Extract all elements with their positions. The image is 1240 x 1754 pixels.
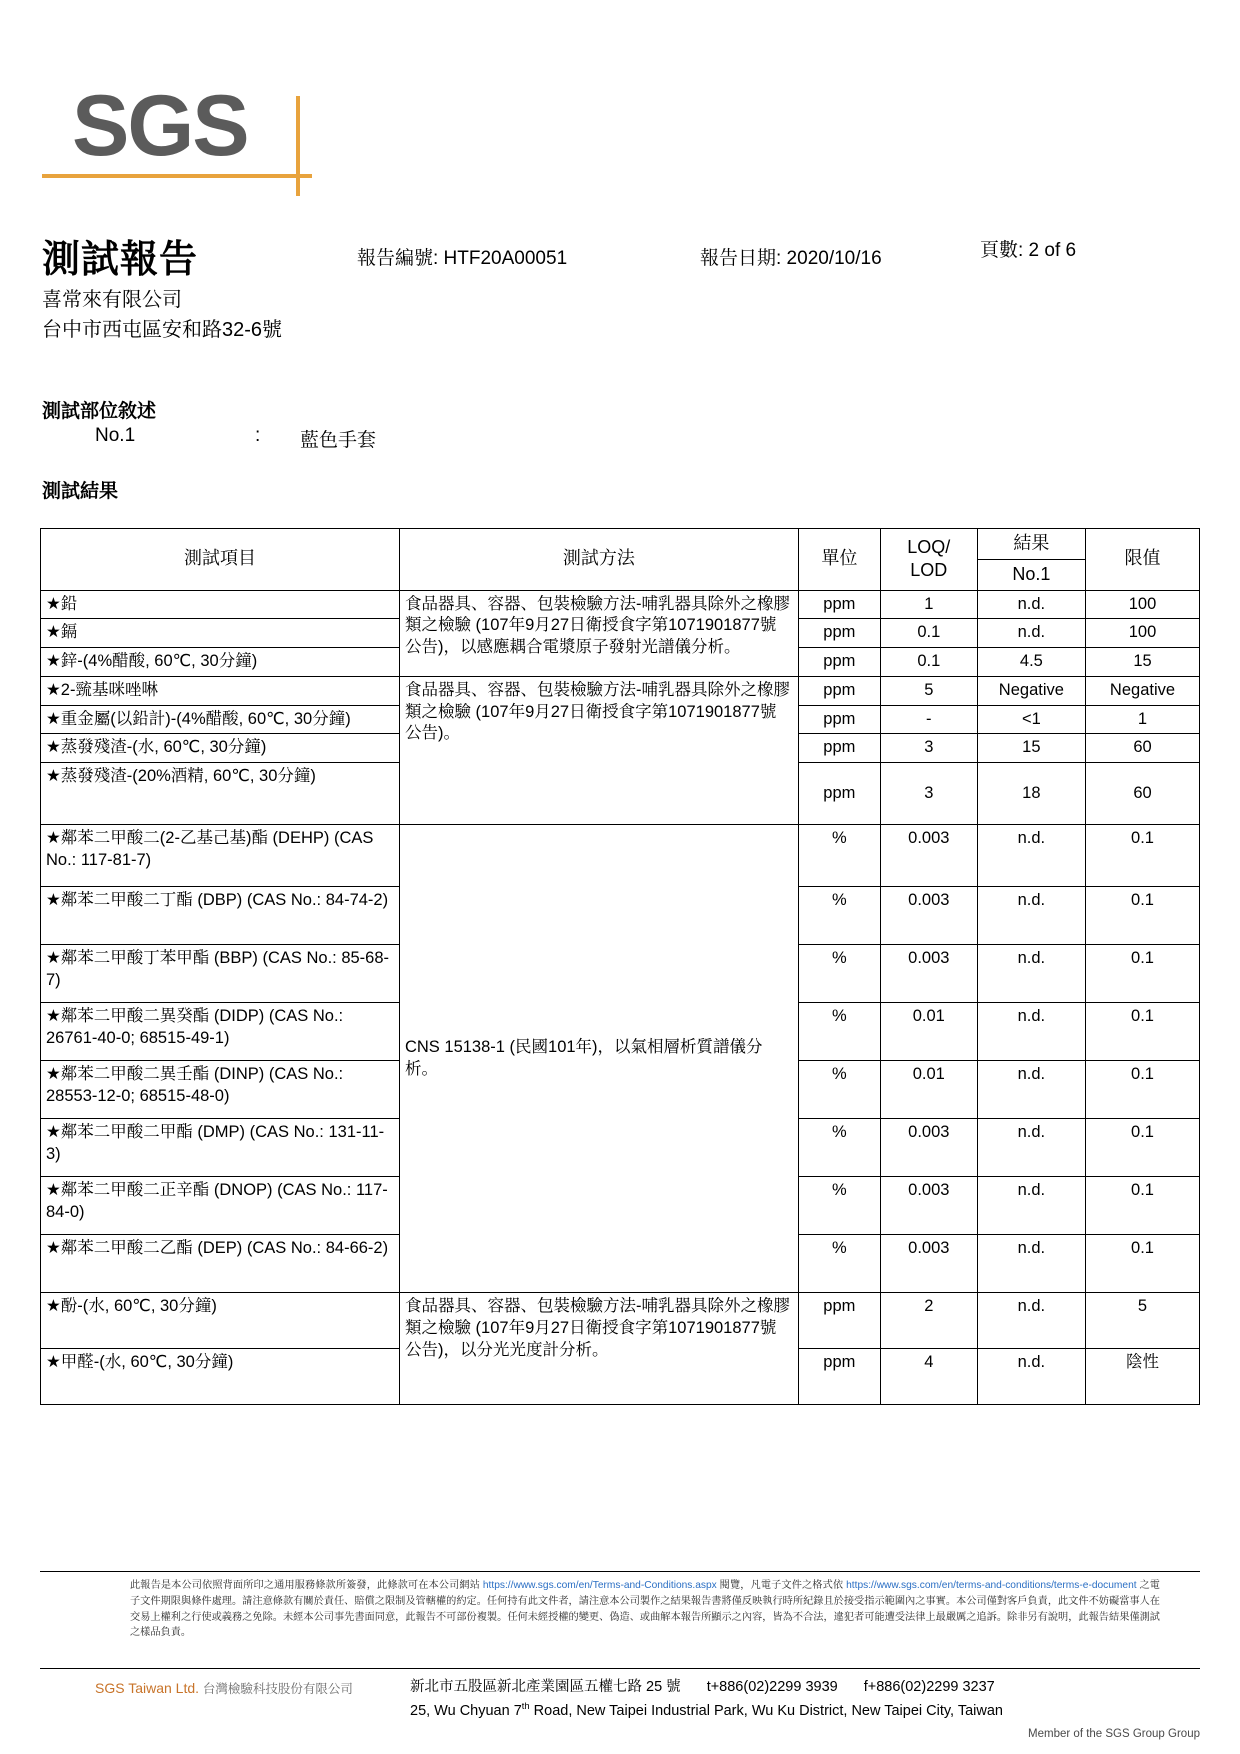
- cell-result: <1: [977, 705, 1085, 734]
- table-row: [41, 676, 1200, 705]
- cell-loq: 3: [880, 763, 977, 825]
- cell-test-item: ★鄰苯二甲酸二乙酯 (DEP) (CAS No.: 84-66-2): [41, 1235, 400, 1293]
- cell-unit: ppm: [798, 1349, 880, 1405]
- table-row: [41, 1293, 1200, 1349]
- cell-loq: 0.003: [880, 825, 977, 887]
- cell-test-item: ★鎘: [41, 619, 400, 648]
- col-header-result-sample-1: No.1: [977, 559, 1085, 590]
- sgs-taiwan-en: SGS Taiwan Ltd.: [95, 1680, 200, 1696]
- cell-limit: 0.1: [1085, 1061, 1199, 1119]
- sample-section-title: 測試部位敘述: [42, 401, 157, 422]
- table-header-row: [41, 529, 1200, 560]
- cell-result: n.d.: [977, 1349, 1085, 1405]
- cell-unit: %: [798, 1119, 880, 1177]
- cell-test-item: ★鋅-(4%醋酸, 60℃, 30分鐘): [41, 648, 400, 677]
- cell-limit: 5: [1085, 1293, 1199, 1349]
- cell-test-method: 食品器具、容器、包裝檢驗方法-哺乳器具除外之橡膠類之檢驗 (107年9月27日衛授食字第1071901877號公告)，以分光光度計分析。: [399, 1293, 798, 1405]
- cell-limit: 0.1: [1085, 887, 1199, 945]
- loq-line-2: LOD: [910, 560, 948, 581]
- col-header-unit: 單位: [798, 529, 880, 591]
- cell-unit: %: [798, 1235, 880, 1293]
- footer-address-en-ordinal: th: [521, 1700, 530, 1711]
- cell-limit: 0.1: [1085, 945, 1199, 1003]
- cell-limit: 60: [1085, 734, 1199, 763]
- cell-unit: %: [798, 1177, 880, 1235]
- table-row: [41, 590, 1200, 619]
- cell-loq: 0.003: [880, 1235, 977, 1293]
- footer-address-en-post: Road, New Taipei Industrial Park, Wu Ku District, New Taipei City, Taiwan: [529, 1702, 1003, 1719]
- page-title: 測試報告: [42, 239, 199, 281]
- cell-test-item: ★蒸發殘渣-(20%酒精, 60℃, 30分鐘): [41, 763, 400, 825]
- footer-divider-bottom: [40, 1668, 1200, 1669]
- cell-loq: 0.01: [880, 1003, 977, 1061]
- cell-limit: 0.1: [1085, 1177, 1199, 1235]
- cell-loq: 0.1: [880, 648, 977, 677]
- cell-unit: ppm: [798, 619, 880, 648]
- cell-limit: 100: [1085, 619, 1199, 648]
- cell-result: n.d.: [977, 1177, 1085, 1235]
- results-section-title: 測試結果: [42, 481, 119, 502]
- cell-unit: ppm: [798, 590, 880, 619]
- cell-test-item: ★鄰苯二甲酸二甲酯 (DMP) (CAS No.: 131-11-3): [41, 1119, 400, 1177]
- cell-limit: 0.1: [1085, 1003, 1199, 1061]
- col-header-test-item: 測試項目: [41, 529, 400, 591]
- cell-loq: 1: [880, 590, 977, 619]
- client-address: 台中市西屯區安和路32-6號: [42, 319, 283, 341]
- cell-result: n.d.: [977, 590, 1085, 619]
- cell-result: n.d.: [977, 1293, 1085, 1349]
- cell-result: n.d.: [977, 825, 1085, 887]
- col-header-test-method: 測試方法: [399, 529, 798, 591]
- sgs-taiwan-entity: [95, 1679, 353, 1697]
- footer-address-en-pre: 25, Wu Chyuan 7: [410, 1702, 522, 1719]
- table-body: [41, 590, 1200, 1405]
- cell-limit: 0.1: [1085, 825, 1199, 887]
- cell-unit: ppm: [798, 648, 880, 677]
- cell-limit: Negative: [1085, 676, 1199, 705]
- cell-unit: %: [798, 945, 880, 1003]
- cell-test-method: 食品器具、容器、包裝檢驗方法-哺乳器具除外之橡膠類之檢驗 (107年9月27日衛授食字第1071901877號公告)，以感應耦合電漿原子發射光譜儀分析。: [399, 590, 798, 676]
- cell-result: 4.5: [977, 648, 1085, 677]
- cell-unit: ppm: [798, 676, 880, 705]
- cell-loq: -: [880, 705, 977, 734]
- cell-unit: %: [798, 1061, 880, 1119]
- cell-result: Negative: [977, 676, 1085, 705]
- cell-test-item: ★鄰苯二甲酸二正辛酯 (DNOP) (CAS No.: 117-84-0): [41, 1177, 400, 1235]
- sgs-taiwan-cn: 台灣檢驗科技股份有限公司: [202, 1682, 353, 1696]
- cell-test-item: ★2-巰基咪唑啉: [41, 676, 400, 705]
- test-results-table: [40, 528, 1200, 1405]
- terms-e-document-link[interactable]: https://www.sgs.com/en/terms-and-conditions/terms-e-document: [846, 1580, 1137, 1591]
- cell-limit: 100: [1085, 590, 1199, 619]
- cell-result: 15: [977, 734, 1085, 763]
- cell-result: n.d.: [977, 887, 1085, 945]
- footer-address-cn-line: [410, 1675, 995, 1696]
- cell-loq: 0.003: [880, 945, 977, 1003]
- footer-note-part-3: 之電子文件期限與條件處理。請注意條款有關於責任、賠償之限制及管轄權的約定。任何持有此文件者，請注意本公司製作之結果報告書將僅反映執行時所紀錄且於接受指示範圍內之事實。本公司僅對客戶負責，此文件不妨礙當事人在交易上權利之行使或義務之免除。未經本公司事先書面同意，此報告不可部份複製。任何未經授權的變更、偽造、或曲解本報告所顯示之內容，皆為不合法，違犯者可能遭受法律上最嚴厲之追訴。除非另有說明，此報告結果僅測試之樣品負責。: [130, 1580, 1160, 1639]
- sample-number-label: No.1: [95, 425, 136, 446]
- cell-unit: %: [798, 887, 880, 945]
- footer-telephone: t+886(02)2299 3939: [706, 1679, 838, 1695]
- cell-result: n.d.: [977, 945, 1085, 1003]
- footer-fax: f+886(02)2299 3237: [863, 1679, 995, 1695]
- cell-loq: 4: [880, 1349, 977, 1405]
- col-header-loq-lod: [880, 529, 977, 591]
- cell-test-method: CNS 15138-1 (民國101年)，以氣相層析質譜儀分析。: [399, 825, 798, 1293]
- cell-loq: 2: [880, 1293, 977, 1349]
- cell-loq: 0.01: [880, 1061, 977, 1119]
- cell-test-item: ★重金屬(以鉛計)-(4%醋酸, 60℃, 30分鐘): [41, 705, 400, 734]
- cell-limit: 1: [1085, 705, 1199, 734]
- sgs-logo-vertical-rule: [296, 96, 300, 196]
- footer-address-en-line: [410, 1700, 1003, 1719]
- cell-loq: 0.1: [880, 619, 977, 648]
- sgs-logo-text: SGS: [72, 78, 248, 174]
- cell-limit: 陰性: [1085, 1349, 1199, 1405]
- cell-loq: 3: [880, 734, 977, 763]
- col-header-result-group: 結果: [977, 529, 1085, 560]
- cell-limit: 0.1: [1085, 1235, 1199, 1293]
- cell-result: n.d.: [977, 1003, 1085, 1061]
- cell-limit: 15: [1085, 648, 1199, 677]
- footer-note-part-2: 閱覽，凡電子文件之格式依: [716, 1580, 847, 1591]
- cell-result: 18: [977, 763, 1085, 825]
- terms-and-conditions-link[interactable]: https://www.sgs.com/en/Terms-and-Conditions.aspx: [482, 1580, 717, 1591]
- cell-result: n.d.: [977, 1235, 1085, 1293]
- sgs-logo: [72, 78, 312, 188]
- cell-loq: 0.003: [880, 1177, 977, 1235]
- cell-test-item: ★鄰苯二甲酸二丁酯 (DBP) (CAS No.: 84-74-2): [41, 887, 400, 945]
- report-date: 報告日期: 2020/10/16: [700, 248, 882, 269]
- sample-colon: :: [255, 425, 261, 446]
- cell-loq: 0.003: [880, 887, 977, 945]
- cell-result: n.d.: [977, 619, 1085, 648]
- cell-result: n.d.: [977, 1119, 1085, 1177]
- cell-unit: %: [798, 1003, 880, 1061]
- client-company-name: 喜常來有限公司: [42, 289, 182, 311]
- cell-unit: ppm: [798, 1293, 880, 1349]
- cell-unit: ppm: [798, 763, 880, 825]
- footer-address-cn: 新北市五股區新北產業園區五權七路 25 號: [410, 1679, 681, 1695]
- cell-test-item: ★鉛: [41, 590, 400, 619]
- cell-test-item: ★鄰苯二甲酸二異癸酯 (DIDP) (CAS No.: 26761-40-0; 68515-49-1): [41, 1003, 400, 1061]
- report-number: 報告編號: HTF20A00051: [357, 248, 568, 269]
- cell-test-method: 食品器具、容器、包裝檢驗方法-哺乳器具除外之橡膠類之檢驗 (107年9月27日衛授食字第1071901877號公告)。: [399, 676, 798, 824]
- cell-test-item: ★甲醛-(水, 60℃, 30分鐘): [41, 1349, 400, 1405]
- cell-test-item: ★酚-(水, 60℃, 30分鐘): [41, 1293, 400, 1349]
- cell-unit: ppm: [798, 705, 880, 734]
- cell-unit: ppm: [798, 734, 880, 763]
- footer-member-note: Member of the SGS Group Group: [1028, 1728, 1200, 1740]
- table-row: [41, 825, 1200, 887]
- loq-line-1: LOQ/: [907, 536, 951, 557]
- cell-result: n.d.: [977, 1061, 1085, 1119]
- footer-note-part-1: 此報告是本公司依照背面所印之通用服務條款所簽發，此條款可在本公司網站: [130, 1580, 483, 1591]
- cell-test-item: ★鄰苯二甲酸丁苯甲酯 (BBP) (CAS No.: 85-68-7): [41, 945, 400, 1003]
- footer-terms-note: [130, 1578, 1160, 1641]
- sgs-logo-horizontal-rule: [42, 174, 312, 178]
- cell-loq: 0.003: [880, 1119, 977, 1177]
- cell-limit: 60: [1085, 763, 1199, 825]
- cell-limit: 0.1: [1085, 1119, 1199, 1177]
- cell-test-item: ★鄰苯二甲酸二(2-乙基己基)酯 (DEHP) (CAS No.: 117-81-7): [41, 825, 400, 887]
- cell-unit: %: [798, 825, 880, 887]
- cell-test-item: ★鄰苯二甲酸二異壬酯 (DINP) (CAS No.: 28553-12-0; 68515-48-0): [41, 1061, 400, 1119]
- sample-description: 藍色手套: [300, 430, 377, 451]
- cell-loq: 5: [880, 676, 977, 705]
- col-header-limit: 限值: [1085, 529, 1199, 591]
- cell-test-item: ★蒸發殘渣-(水, 60℃, 30分鐘): [41, 734, 400, 763]
- page-number: 頁數: 2 of 6: [980, 240, 1077, 261]
- footer-divider-top: [40, 1571, 1200, 1572]
